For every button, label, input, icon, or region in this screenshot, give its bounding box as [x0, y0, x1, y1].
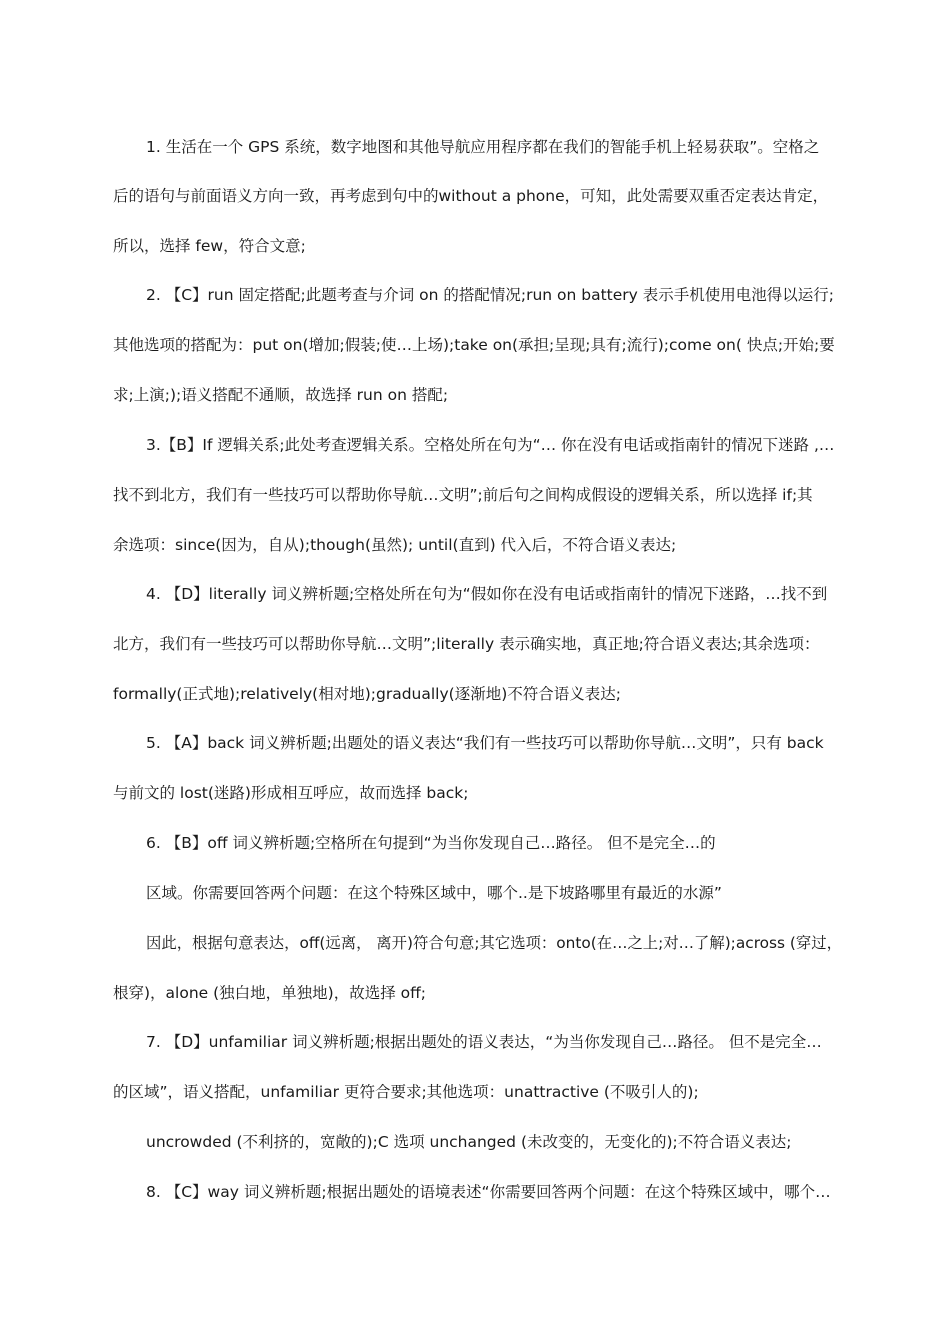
text-line: 的区域”，语义搭配，unfamiliar 更符合要求;其他选项：unattractive (不吸引人的);	[113, 1083, 699, 1101]
text-line: 2. 【C】run 固定搭配;此题考查与介词 on 的搭配情况;run on battery 表示手机使用电池得以运行;	[146, 286, 834, 304]
text-line: 与前文的 lost(迷路)形成相互呼应，故而选择 back;	[113, 784, 469, 802]
text-line: 3.【B】If 逻辑关系;此处考查逻辑关系。空格处所在句为“… 你在没有电话或指南针的情况下迷路 ,…	[146, 436, 835, 454]
text-line: 求;上演;);语义搭配不通顺，故选择 run on 搭配;	[113, 386, 449, 404]
text-line: 后的语句与前面语义方向一致，再考虑到句中的without a phone，可知，此处需要双重否定表达肯定，	[113, 187, 829, 205]
text-line: uncrowded (不利挤的，宽敞的);C 选项 unchanged (未改变的，无变化的);不符合语义表达;	[146, 1133, 792, 1151]
text-line: 根穿)，alone (独白地，单独地)，故选择 off;	[113, 984, 427, 1002]
text-line: 北方，我们有一些技巧可以帮助你导航…文明”;literally 表示确实地，真正地;符合语义表达;其余选项：	[113, 635, 820, 653]
text-line: 4. 【D】literally 词义辨析题;空格处所在句为“假如你在没有电话或指南针的情况下迷路，…找不到	[146, 585, 828, 603]
text-line: 1. 生活在一个 GPS 系统，数字地图和其他导航应用程序都在我们的智能手机上轻易获取”。空格之	[146, 138, 820, 156]
text-line: 找不到北方，我们有一些技巧可以帮助你导航…文明”;前后句之间构成假设的逻辑关系，所以选择 if;其	[113, 486, 813, 504]
text-line: 所以，选择 few，符合文意;	[113, 237, 306, 255]
text-line: 7. 【D】unfamiliar 词义辨析题;根据出题处的语义表达，“为当你发现自己…路径。 但不是完全…	[146, 1033, 822, 1051]
text-line: formally(正式地);relatively(相对地);gradually(逐渐地)不符合语义表达;	[113, 685, 621, 703]
text-line: 5. 【A】back 词义辨析题;出题处的语义表达“我们有一些技巧可以帮助你导航…文明”，只有 back	[146, 734, 824, 752]
text-line: 因此，根据句意表达，off(远离， 离开)符合句意;其它选项：onto(在…之上;对…了解);across (穿过，	[146, 934, 842, 952]
text-line: 区域。你需要回答两个问题：在这个特殊区域中，哪个..是下坡路哪里有最近的水源”	[146, 884, 722, 902]
text-line: 8. 【C】way 词义辨析题;根据出题处的语境表述“你需要回答两个问题：在这个特殊区域中，哪个…	[146, 1183, 831, 1201]
text-line: 6. 【B】off 词义辨析题;空格所在句提到“为当你发现自己…路径。 但不是完全…的	[146, 834, 716, 852]
text-line: 余选项：since(因为，自从);though(虽然); until(直到) 代入后，不符合语义表达;	[113, 536, 677, 554]
text-line: 其他选项的搭配为：put on(增加;假装;使…上场);take on(承担;呈现;具有;流行);come on( 快点;开始;要	[113, 336, 835, 354]
